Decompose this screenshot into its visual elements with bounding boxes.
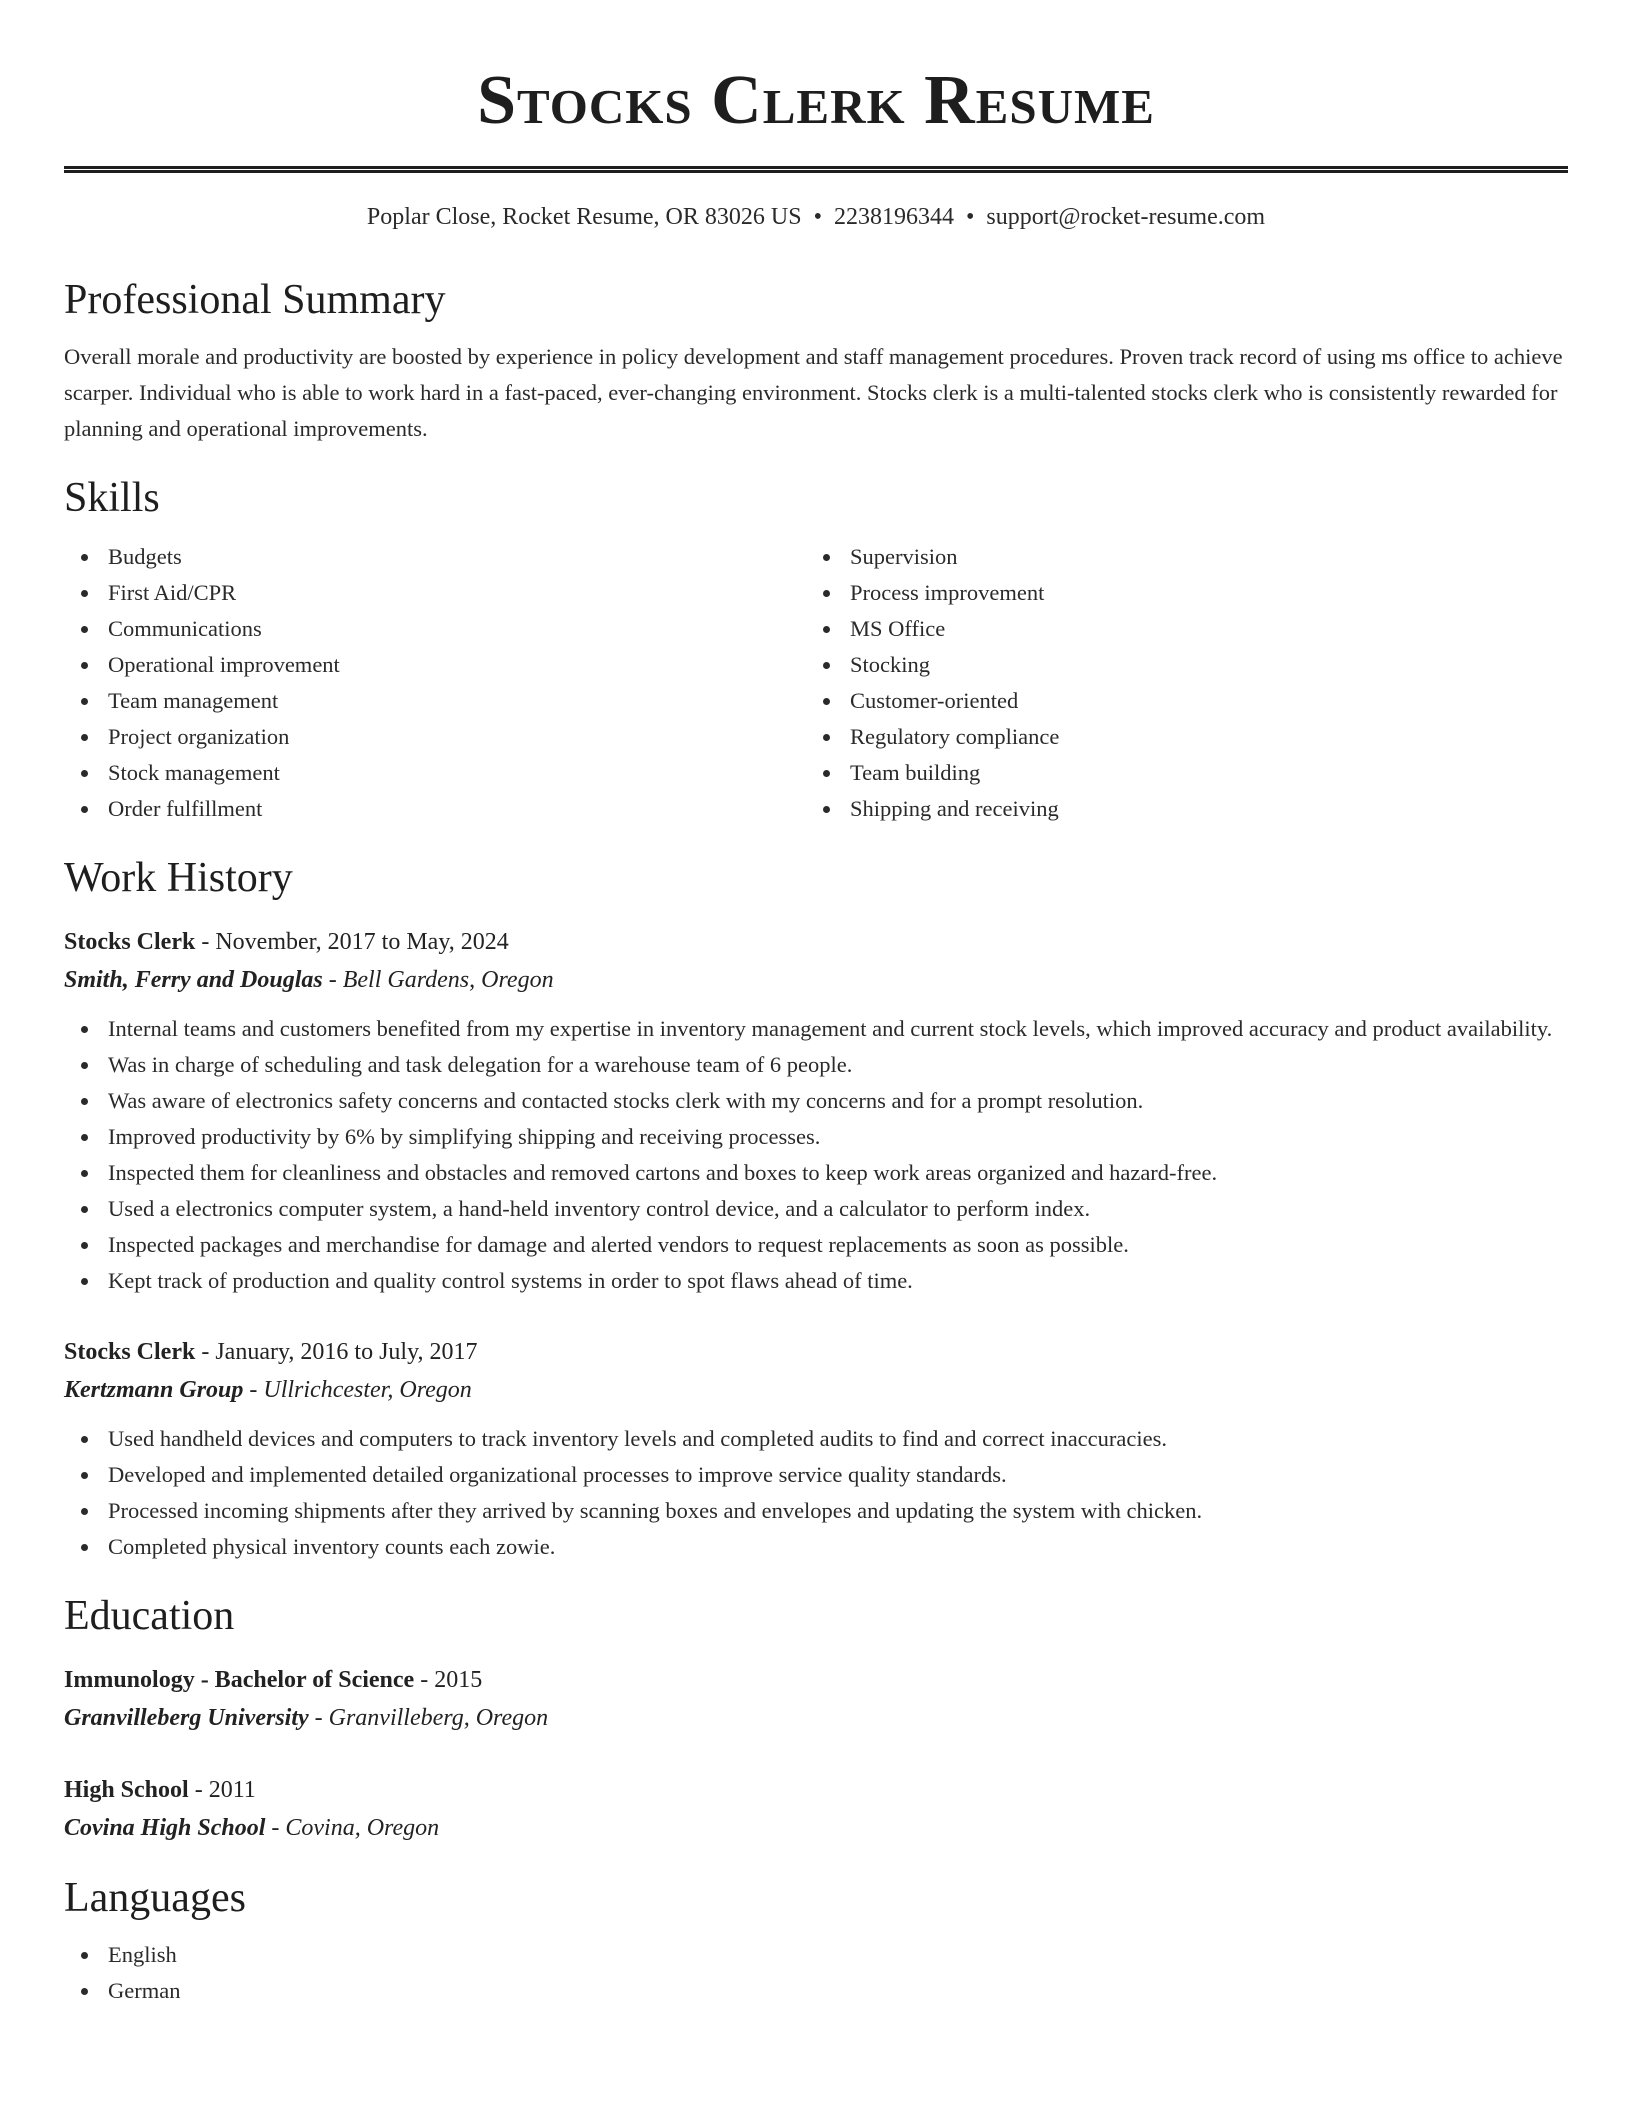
summary-heading: Professional Summary: [64, 277, 446, 323]
skill-item: Order fulfillment: [64, 791, 806, 827]
job-company: Kertzmann Group: [64, 1377, 244, 1403]
contact-address: Poplar Close, Rocket Resume, OR 83026 US: [366, 204, 802, 230]
school-line: [64, 1699, 1568, 1737]
job-duty: Kept track of production and quality control systems in order to spot flaws ahead of time.: [64, 1263, 1568, 1299]
skill-item: Budgets: [64, 539, 806, 575]
skill-item: Supervision: [806, 539, 1548, 575]
job-duties-list: [64, 1421, 1568, 1565]
summary-text: Overall morale and productivity are boosted by experience in policy development and staff management procedures. Proven track record of using ms office to achieve scarper. Individual who is able to work hard in a fast-paced, ever-changing environment. Stocks clerk is a multi-talented stocks clerk who is consistently rewarded for planning and operational improvements.: [64, 344, 1563, 441]
title-divider: [64, 166, 1568, 173]
skill-item: Team management: [64, 683, 806, 719]
skill-item: Customer-oriented: [806, 683, 1548, 719]
degree: Immunology - Bachelor of Science: [64, 1667, 415, 1693]
contact-line: [64, 201, 1568, 233]
job-title-line: [64, 1333, 1568, 1371]
job-company-line: [64, 1371, 1568, 1409]
skill-item: Project organization: [64, 719, 806, 755]
job-duty: Used a electronics computer system, a hand-held inventory control device, and a calculator to perform index.: [64, 1191, 1568, 1227]
job-duty: Developed and implemented detailed organizational processes to improve service quality standards.: [64, 1457, 1568, 1493]
skill-item: Communications: [64, 611, 806, 647]
education-entry: [64, 1661, 1568, 1737]
job-duty: Inspected them for cleanliness and obstacles and removed cartons and boxes to keep work areas organized and hazard-free.: [64, 1155, 1568, 1191]
degree-line: [64, 1661, 1568, 1699]
languages-list: [64, 1937, 1568, 2009]
job-location: - Ullrichcester, Oregon: [243, 1377, 472, 1403]
skill-item: Process improvement: [806, 575, 1548, 611]
job-title-line: [64, 923, 1568, 961]
skills-list-left: [64, 539, 806, 827]
job-duty: Processed incoming shipments after they arrived by scanning boxes and envelopes and updating the system with chicken.: [64, 1493, 1568, 1529]
education-section: [64, 1591, 1568, 1847]
work-history-heading: Work History: [64, 855, 293, 901]
job-company: Smith, Ferry and Douglas: [64, 967, 323, 993]
contact-email[interactable]: support@rocket-resume.com: [986, 204, 1266, 230]
languages-section: [64, 1873, 1568, 2009]
job-duty: Internal teams and customers benefited from my expertise in inventory management and current stock levels, which improved accuracy and product availability.: [64, 1011, 1568, 1047]
job-dates: - November, 2017 to May, 2024: [195, 929, 509, 955]
skills-heading: Skills: [64, 475, 160, 521]
work-history-section: [64, 853, 1568, 1565]
education-entry: [64, 1771, 1568, 1847]
skill-item: Stocking: [806, 647, 1548, 683]
education-heading: Education: [64, 1593, 235, 1639]
job-duty: Was in charge of scheduling and task delegation for a warehouse team of 6 people.: [64, 1047, 1568, 1083]
skill-item: Operational improvement: [64, 647, 806, 683]
languages-heading: Languages: [64, 1875, 246, 1921]
school-name: Covina High School: [64, 1815, 266, 1841]
graduation-year: - 2011: [188, 1777, 256, 1803]
job-entry: [64, 1333, 1568, 1565]
skill-item: MS Office: [806, 611, 1548, 647]
skill-item: Team building: [806, 755, 1548, 791]
graduation-year: - 2015: [414, 1667, 483, 1693]
language-item: English: [64, 1937, 1568, 1973]
job-company-line: [64, 961, 1568, 999]
contact-separator: •: [813, 204, 822, 230]
contact-phone: 2238196344: [833, 204, 954, 230]
job-duty: Used handheld devices and computers to track inventory levels and completed audits to find and correct inaccuracies.: [64, 1421, 1568, 1457]
skills-section: [64, 473, 1568, 827]
resume-page: [64, 0, 1568, 2009]
skill-item: Shipping and receiving: [806, 791, 1548, 827]
job-duty: Inspected packages and merchandise for damage and alerted vendors to request replacements as soon as possible.: [64, 1227, 1568, 1263]
skill-item: Stock management: [64, 755, 806, 791]
skill-item: Regulatory compliance: [806, 719, 1548, 755]
job-duty: Improved productivity by 6% by simplifying shipping and receiving processes.: [64, 1119, 1568, 1155]
school-line: [64, 1809, 1568, 1847]
school-name: Granvilleberg University: [64, 1705, 309, 1731]
job-entry: [64, 923, 1568, 1299]
job-title: Stocks Clerk: [64, 1339, 196, 1365]
skills-columns: [64, 539, 1568, 827]
job-title: Stocks Clerk: [64, 929, 196, 955]
job-duties-list: [64, 1011, 1568, 1299]
school-location: - Granvilleberg, Oregon: [308, 1705, 549, 1731]
contact-separator: •: [965, 204, 975, 230]
page-title: Stocks Clerk Resume: [477, 62, 1155, 139]
language-item: German: [64, 1973, 1568, 2009]
job-duty: Was aware of electronics safety concerns and contacted stocks clerk with my concerns and for a prompt resolution.: [64, 1083, 1568, 1119]
skill-item: First Aid/CPR: [64, 575, 806, 611]
degree: High School: [64, 1777, 189, 1803]
job-location: - Bell Gardens, Oregon: [322, 967, 554, 993]
job-duty: Completed physical inventory counts each zowie.: [64, 1529, 1568, 1565]
skills-list-right: [806, 539, 1548, 827]
summary-section: [64, 275, 1568, 447]
job-dates: - January, 2016 to July, 2017: [195, 1339, 478, 1365]
degree-line: [64, 1771, 1568, 1809]
school-location: - Covina, Oregon: [265, 1815, 440, 1841]
